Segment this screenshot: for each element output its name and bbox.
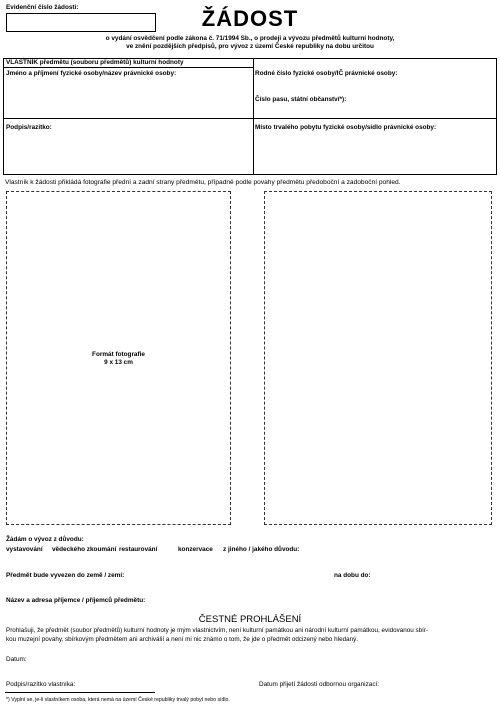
- front-photo-area[interactable]: [6, 191, 231, 525]
- export-request-label: Žádám o vývoz z důvodu:: [6, 536, 84, 543]
- reason-other-field[interactable]: [306, 546, 494, 555]
- residence-field[interactable]: [254, 133, 494, 173]
- reason-research[interactable]: vědeckého zkoumání: [52, 546, 117, 553]
- subtitle-line-2: ve znění pozdějších předpisů, pro vývoz z území České republiky na dobu určitou: [126, 43, 374, 50]
- duration-field[interactable]: [374, 572, 494, 581]
- footnote: *) Vyplní se, je-li vlastníkem osoba, která nemá na území České republiky trvalý pobyt nebo sídlo.: [6, 697, 230, 703]
- page-title: ŽÁDOST: [201, 6, 299, 31]
- owner-section-heading: VLASTNÍK předmětu (souboru předmětů) kulturní hodnoty: [6, 59, 184, 66]
- owner-signature-label: Podpis/razítko:: [6, 124, 52, 131]
- passport-label: Číslo pasu, státní občanství*):: [255, 96, 347, 103]
- declaration-text-line-1: Prohlašuji, že předmět (soubor předmětů) kulturní hodnoty je mým vlastnictvím, není kulturní památkou ani národní kulturní památkou, evidovanou sbír-: [6, 627, 429, 634]
- birth-number-label: Rodné číslo fyzické osoby/IČ právnické osoby:: [255, 70, 398, 77]
- back-photo-area[interactable]: [264, 191, 492, 525]
- date-field[interactable]: [32, 656, 192, 665]
- reason-restoration[interactable]: restaurování: [119, 546, 158, 553]
- received-date-label: Datum přijetí žádosti odbornou organizací:: [259, 681, 380, 688]
- owner-name-field[interactable]: [5, 79, 249, 117]
- declaration-text-line-2: kou muzejní povahy, sbírkovým předmětem ani archiválií a není mi nic známo o tom, že jde o předmět odcizený nebo hledaný.: [6, 636, 358, 643]
- footnote-rule: [5, 692, 155, 693]
- birth-number-field[interactable]: [254, 79, 494, 93]
- owner-signature-field[interactable]: [5, 133, 249, 173]
- photo-format-size: 9 x 13 cm: [104, 359, 133, 366]
- recipient-field[interactable]: [160, 597, 494, 606]
- country-label: Předmět bude vyvezen do země / zemí:: [6, 572, 125, 579]
- residence-label: Místo trvalého pobytu fyzické osoby/sídlo právnické osoby:: [255, 124, 437, 131]
- subtitle-line-1: o vydání osvědčení podle zákona č. 71/1994 Sb., o prodeji a vývozu předmětů kulturní hodnoty,: [105, 35, 395, 42]
- reason-exhibition[interactable]: vystavování: [6, 546, 43, 553]
- duration-label: na dobu do:: [334, 572, 371, 579]
- reason-conservation[interactable]: konzervace: [178, 546, 213, 553]
- recipient-label: Název a adresa příjemce / příjemců předmětu:: [6, 597, 146, 604]
- received-date-field[interactable]: [402, 681, 494, 690]
- passport-field[interactable]: [254, 105, 494, 117]
- reason-other[interactable]: z jiného / jakého důvodu:: [223, 546, 300, 553]
- owner-name-label: Jméno a příjmení fyzické osoby/název právnické osoby:: [6, 70, 177, 77]
- owner-signature-declaration-field[interactable]: [86, 681, 236, 690]
- country-field[interactable]: [126, 572, 326, 581]
- divider: [4, 67, 253, 68]
- photo-format-label: Formát fotografie: [92, 351, 145, 358]
- date-label: Datum:: [6, 656, 27, 663]
- photo-instruction: Vlastník k žádosti přikládá fotografie přední a zadní strany předmětu, případně podle povahy předmětu předoboční a zadoboční pohled.: [5, 179, 401, 186]
- divider: [4, 118, 496, 119]
- declaration-heading: ČESTNÉ PROHLÁŠENÍ: [198, 614, 302, 625]
- evidence-number-label: Evidenční číslo žádosti:: [6, 4, 79, 11]
- owner-signature-declaration-label: Podpis/razítko vlastníka:: [6, 681, 76, 688]
